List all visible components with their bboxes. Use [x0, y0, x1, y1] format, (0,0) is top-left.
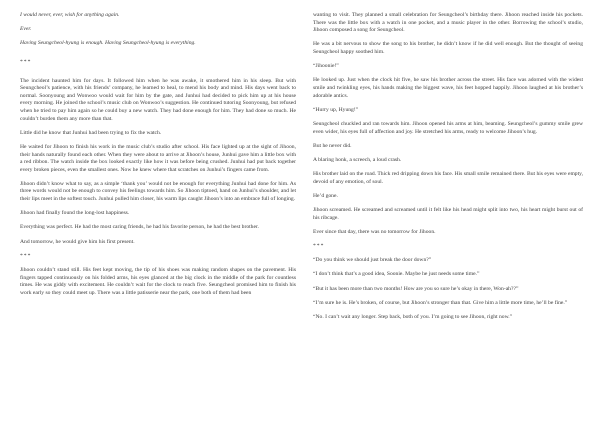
paragraph: He was a bit nervous to show the song to his brother, he didn’t know if he did well enough. But the thought of seeing Seungcheol happy soothed him. [313, 41, 583, 55]
paragraph: But he never did. [313, 142, 352, 149]
paragraph: Seungcheol chuckled and ran towards him. Jihoon opened his arms at him, beaming. Seungcheol’s gummy smile grew even wider, his eyes full of affection and joy. He stretched his arms, ready to welcome Jihoon’s hug. [313, 120, 583, 135]
paragraph: The incident haunted him for days. It followed him when he was awake, it smothered him in his sleep. But with Seungcheol’s patience, with his friends’ company, he learned to heal, to mend his body and mind. His days went back to normal. Soonyoung and Wonwoo would wait for him by the gate, and Junhui had decided to pick him up at his house every morning. He joined the school’s music club on Wonwoo’s suggestion. He continued tutoring Soonyoung, but refused when he tried to pay him again so he could buy a new watch. They had done enough for him. They had done so much. He couldn’t burden them any more than that. [20, 77, 296, 122]
paragraph: He’d gone. [313, 192, 338, 199]
paragraph: Ever. [20, 26, 32, 33]
paragraph: Jihoon didn’t know what to say, as a simple ‘thank you’ would not be enough for everything Junhui had done for him. As three words would not be enough to convey his feelings towards him. So Jihoon tiptoed, hand on Junhui’s shoulder, and let their lips meet in the softest touch. Junhui pulled him closer, his warm lips caught Jihoon’s into an embrace full of longing. [20, 180, 296, 203]
paragraph: Jihoon had finally found the long-lost happiness. [20, 210, 130, 217]
right-page [313, 12, 583, 328]
paragraph: His brother laid on the road. Thick red dripping down his face. His small smile remained there. But his eyes were empty, devoid of any emotion, of soul. [313, 171, 583, 185]
section-break: *** [313, 243, 325, 249]
dialogue: “No. I can’t wait any longer. Step back, both of you. I’m going to see Jihoon, right now.” [313, 313, 513, 320]
paragraph: Having Seungcheol-hyung is enough. Having Seungcheol-hyung is everything. [20, 40, 196, 47]
paragraph: He looked up. Just when the clock hit five, he saw his brother across the street. His face was adorned with the widest smile and twinkling eyes, his hands making the biggest wave, his feet hopped happily. Jihoon laughed at his brother’s adorable antics. [313, 77, 583, 99]
paragraph: Ever since that day, there was no tomorrow for Jihoon. [313, 228, 436, 235]
paragraph: A blaring honk, a screech, a loud crash. [313, 156, 402, 163]
dialogue: “I’m sure he is. He’s broken, of course, but Jihoon’s stronger than that. Give him a little more time, he’ll be fine.” [313, 299, 568, 306]
section-break: *** [20, 58, 32, 65]
dialogue: “I don’t think that’s a good idea, Soonie. Maybe he just needs some time.” [313, 271, 480, 278]
paragraph: wanting to visit. They planned a small celebration for Seungcheol’s birthday there. Jihoon reached inside his pockets. There was the little box with a watch in one pocket, and a music player in the other. Borrowing the school’s studio, Jihoon composed a song for Seungcheol. [313, 12, 583, 34]
dialogue: “Hurry up, Hyung!” [313, 106, 359, 113]
paragraph: And tomorrow, he would give him his first present. [20, 238, 135, 245]
paragraph: Little did he know that Junhui had been trying to fix the watch. [20, 129, 162, 136]
dialogue: “Do you think we should just break the door down?” [313, 257, 432, 264]
paragraph: I would never, ever, wish for anything again. [20, 12, 120, 18]
paragraph: Everything was perfect. He had the most caring friends, he had his favorite person, he had the best brother. [20, 224, 259, 231]
paragraph: Jihoon screamed. He screamed and screamed until it felt like his head might split into two, his heart might burst out of his ribcage. [313, 207, 583, 221]
section-break: *** [20, 252, 32, 259]
dialogue: “But it has been more than two months! How are you so sure he’s okay in there, Won-ah??” [313, 285, 519, 292]
paragraph: Jihoon couldn’t stand still. His feet kept moving, the tip of his shoes was making random shapes on the pavement. His fingers tapped continuously on his folded arms, his eyes glanced at the big clock in the middle of the park for countless times. He was giddy with excitement. He couldn’t wait for the clock to reach five. Seungcheol promised him to finish his work early so they could meet up. There was a little patisserie near the park, one both of them had been [20, 267, 296, 296]
dialogue: “Jihoonie!” [313, 63, 339, 70]
paragraph: He waited for Jihoon to finish his work in the music club’s studio after school. His face lighted up at the sight of Jihoon, their hands naturally found each other. When they were about to arrive at Jihoon’s house, Junhui gave him a little box with a red ribbon. The watch inside the box looked exactly like how it was before being crushed. Junhui had put back together every broken pieces, even the smallest ones. Now he knew where that scratches on Junhui’s fingers came from. [20, 143, 296, 173]
left-page [20, 12, 296, 304]
